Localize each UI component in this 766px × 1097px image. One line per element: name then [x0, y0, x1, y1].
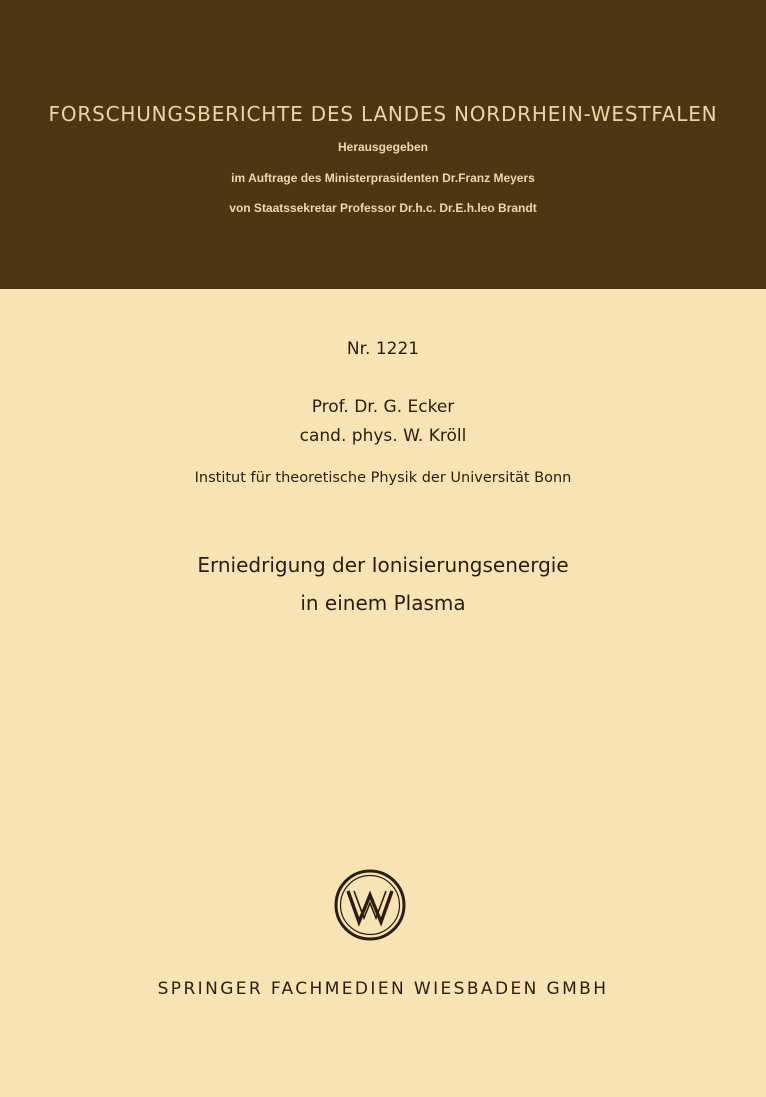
series-title: FORSCHUNGSBERICHTE DES LANDES NORDRHEIN-WESTFALEN — [48, 102, 718, 126]
editor-line-3: von Staatssekretar Professor Dr.h.c. Dr.E.h.leo Brandt — [229, 201, 537, 215]
institute: Institut für theoretische Physik der Universität Bonn — [194, 470, 572, 486]
author-1: Prof. Dr. G. Ecker — [311, 397, 455, 417]
publisher: SPRINGER FACHMEDIEN WIESBADEN GMBH — [157, 979, 609, 999]
report-number: Nr. 1221 — [346, 339, 420, 359]
author-2: cand. phys. W. Kröll — [299, 426, 467, 446]
editor-line-2: im Auftrage des Ministerprasidenten Dr.Franz Meyers — [231, 171, 535, 185]
westdeutscher-verlag-ww-logo-icon — [333, 868, 407, 942]
editor-line-1: Herausgegeben — [337, 140, 429, 154]
header-band — [0, 0, 766, 289]
title-line-2: in einem Plasma — [300, 591, 466, 615]
title-line-1: Erniedrigung der Ionisierungsenergie — [197, 553, 569, 577]
